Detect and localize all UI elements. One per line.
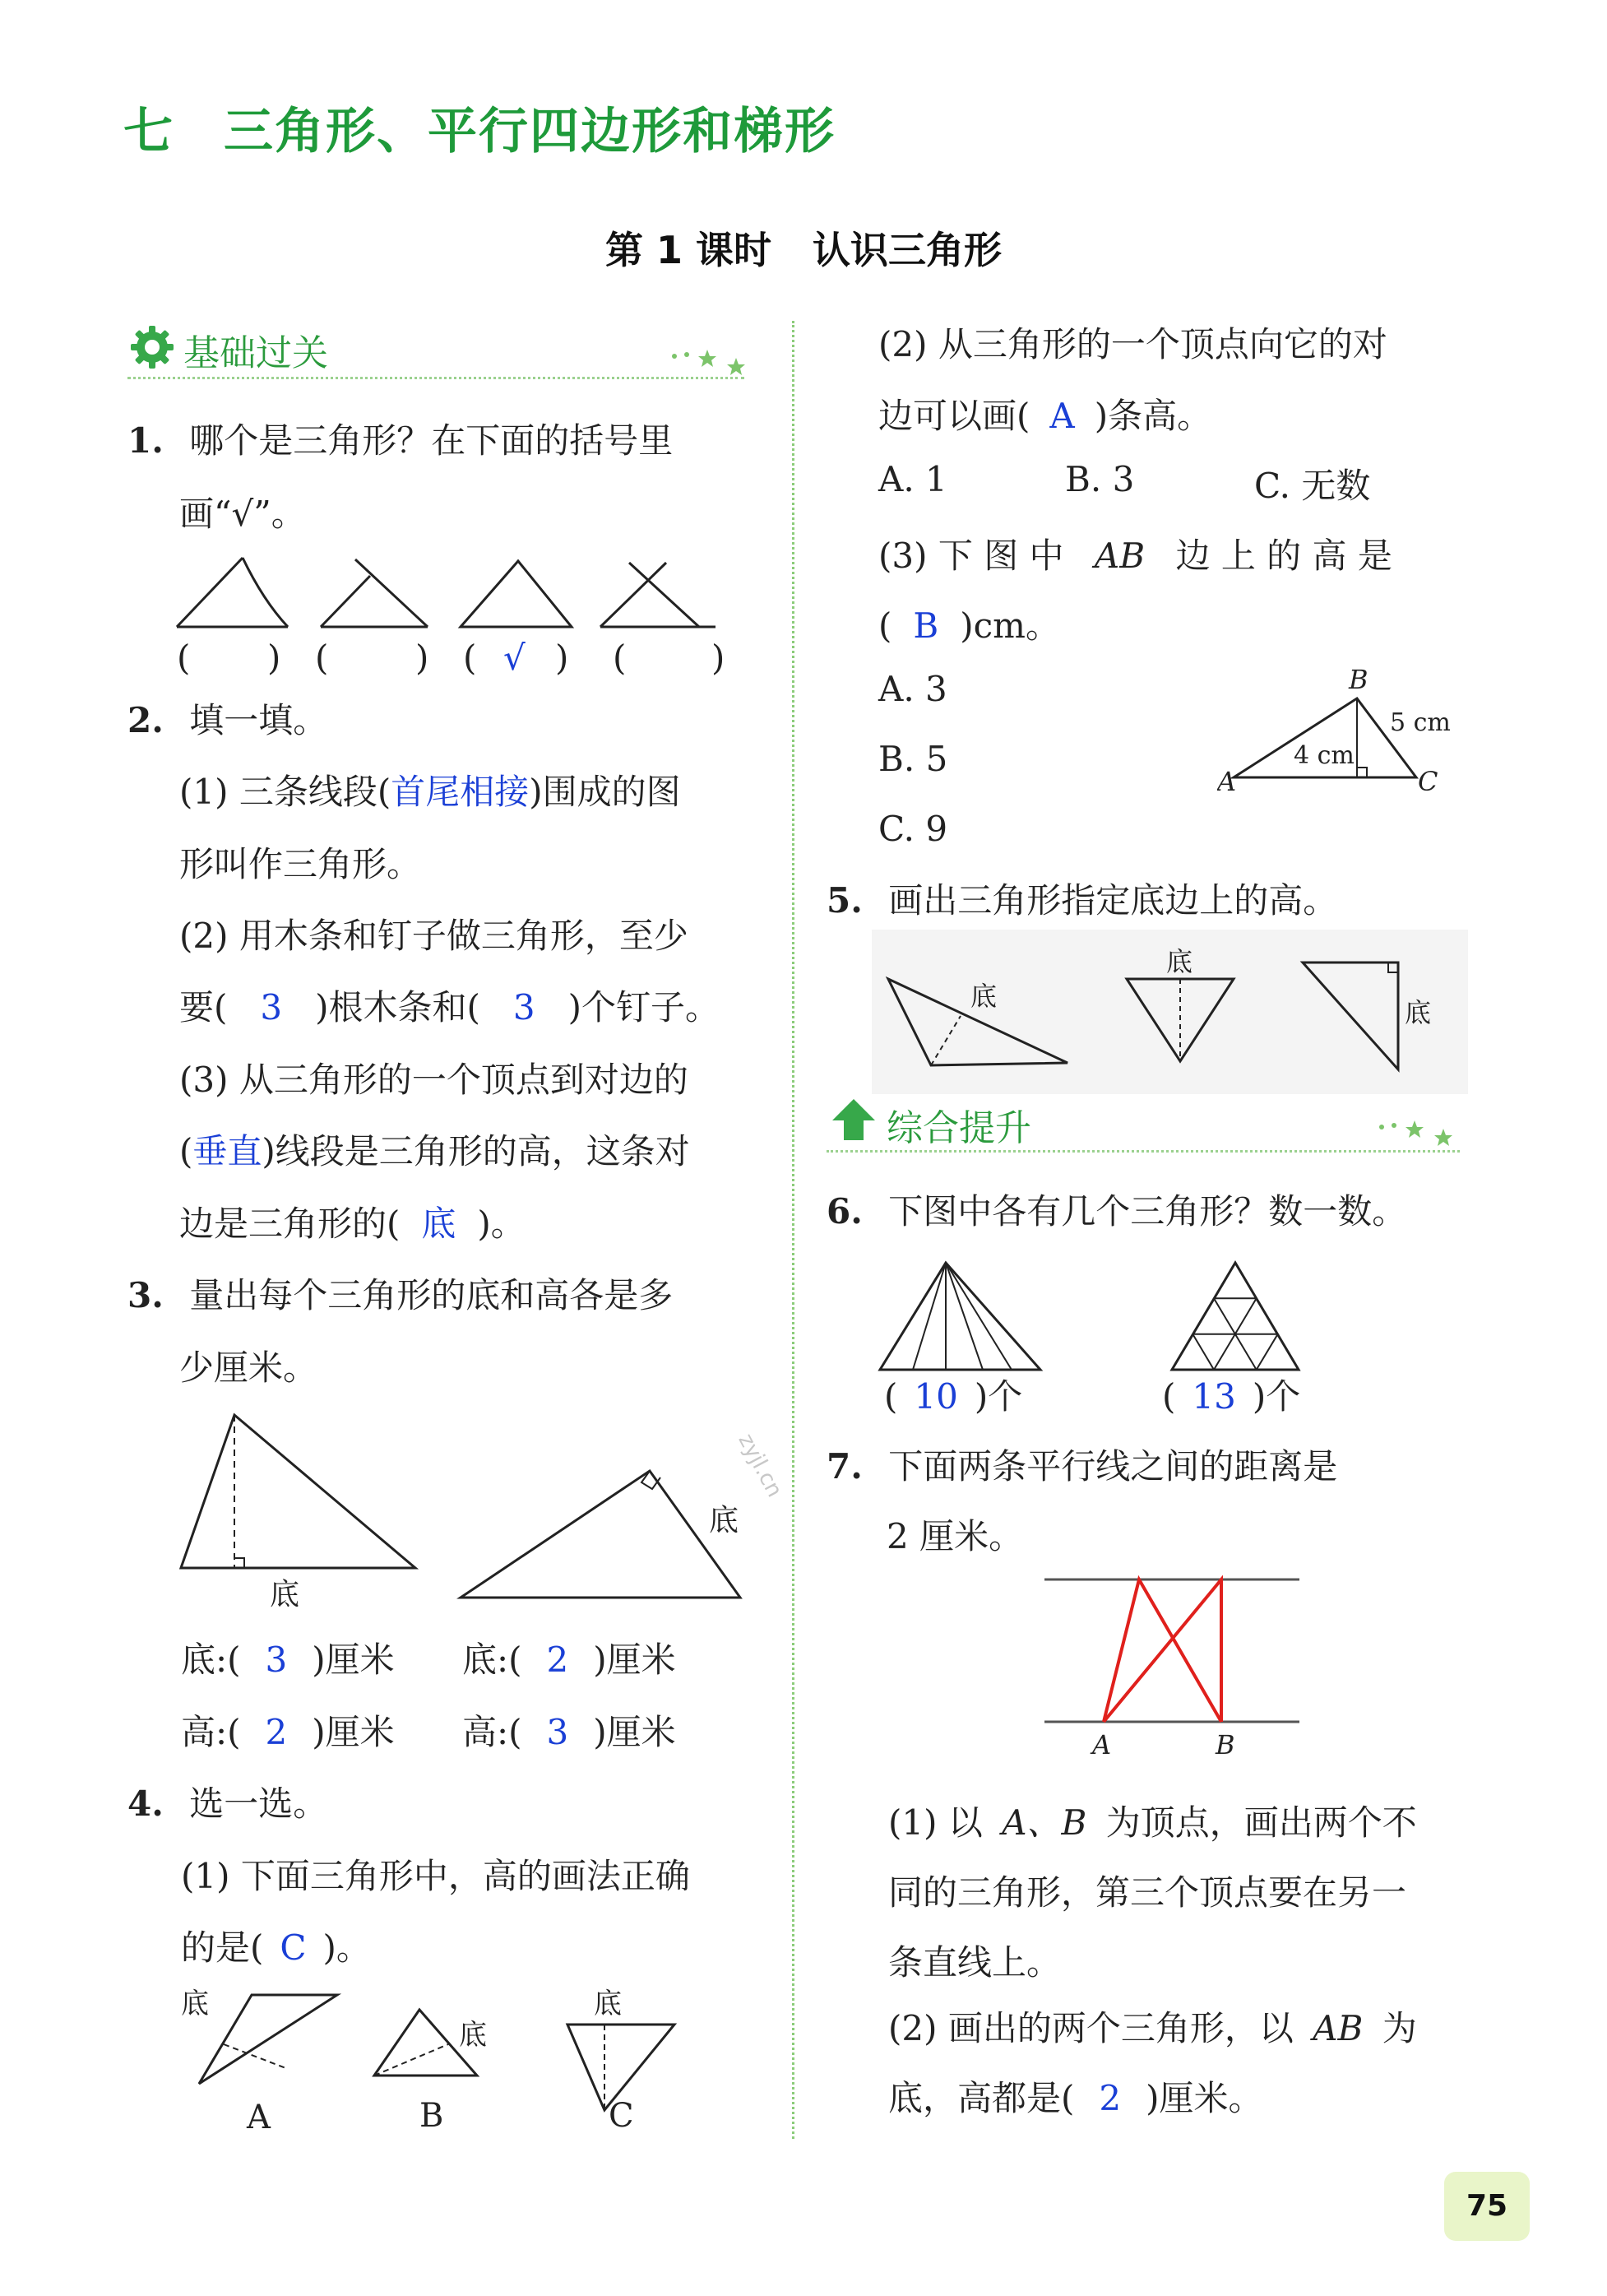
lesson-number: 第 1 课时 [604, 228, 772, 272]
q7-p1-text-b: 为顶点，画出两个不 [1105, 1802, 1417, 1843]
q2-p1-text: (1) 三条线段( [179, 772, 391, 812]
q3-text-a-row [127, 1269, 673, 1318]
q4-p2-line2 [878, 389, 1211, 438]
q3-right-base-row [462, 1633, 676, 1682]
q5-figure-3-right-angle [1388, 962, 1398, 972]
section-basic: 基础过关 [183, 332, 328, 374]
q3-left-height-unit: )厘米 [312, 1712, 395, 1752]
q4-p2-option-a: A. 1 [878, 459, 947, 499]
section-advanced: 综合提升 [887, 1107, 1031, 1149]
q4-p2-answer: A [1049, 396, 1075, 436]
q6-figure-2-diag-2 [1193, 1334, 1214, 1370]
q2-title-row [127, 693, 327, 743]
q4-p3-answer: B [913, 605, 939, 646]
q6-answer-2-open: ( [1162, 1376, 1176, 1417]
arrow-up-icon [829, 1094, 878, 1148]
section-advanced-line [827, 1150, 1460, 1153]
q5-figure-1-height [931, 1016, 961, 1065]
watermark: zyjl.cn [733, 1430, 787, 1501]
q4-p1-line1: (1) 下面三角形中，高的画法正确 [181, 1856, 690, 1896]
q7-p1-line2: 同的三角形，第三个顶点要在另一 [888, 1872, 1407, 1913]
q2-p3-answer-1: 垂直 [192, 1131, 262, 1171]
q2-p1-line2: 形叫作三角形。 [179, 844, 422, 884]
q2-p1-answer: 首尾相接 [391, 772, 530, 812]
q5-text: 画出三角形指定底边上的高。 [888, 880, 1338, 921]
q6-figure-1-line-1 [913, 1263, 946, 1370]
q2-p2-answer-1: 3 [260, 987, 283, 1027]
q3-right-triangle [461, 1471, 740, 1598]
q6-answer-1-row [884, 1370, 1022, 1419]
column-divider [792, 321, 794, 2139]
q6-figure-1-line-4 [946, 1263, 1012, 1370]
q4-p3-option-c: C. 9 [878, 809, 948, 849]
q6-figure-1-outline [880, 1263, 1040, 1370]
q3-left-base-row [181, 1633, 395, 1682]
q4-p3-option-a: A. 3 [878, 669, 947, 709]
q4-p3-line1 [878, 529, 1392, 578]
q4-p3-line2 [878, 599, 1060, 648]
stars-decoration-2 [1373, 1112, 1464, 1157]
q2-p2-text-c: )个钉子。 [567, 987, 720, 1027]
q4-p3-right-angle [1357, 768, 1367, 777]
q7-label-b: B [1216, 1729, 1235, 1760]
q5-figure-2-base-label: 底 [1166, 946, 1193, 977]
q1-shape-2-left [321, 576, 370, 627]
q3-left-base-unit: )厘米 [312, 1640, 395, 1680]
q5-figure-panel [872, 930, 1468, 1094]
page-number: 75 [1444, 2172, 1530, 2241]
q6-row [827, 1185, 1406, 1234]
q1-shape-1-curve [243, 558, 288, 627]
chapter-title [123, 92, 836, 163]
gear-icon [127, 322, 177, 375]
q6-answer-2-row [1162, 1370, 1300, 1419]
q4-p2-line1: (2) 从三角形的一个顶点向它的对 [878, 324, 1387, 364]
lesson-name: 认识三角形 [813, 228, 1003, 272]
q4-p1-text-b: )。 [322, 1927, 371, 1968]
q7-label-a: A [1092, 1729, 1112, 1760]
q7-p2-text-c: 底，高都是( [888, 2078, 1075, 2118]
q6-figure-2-outline [1172, 1263, 1299, 1370]
q2-p2-line1: (2) 用木条和钉子做三角形，至少 [179, 916, 688, 956]
q1-shape-4-right [629, 563, 699, 627]
q2-p2-text-b: )根木条和( [315, 987, 480, 1027]
q7-p1-line1 [888, 1796, 1417, 1845]
q2-title: 填一填。 [189, 700, 328, 740]
q1-number: 1. [127, 420, 164, 461]
q7-text-a: 下面两条平行线之间的距离是 [888, 1446, 1338, 1487]
q4-figure-a-base-label: 底 [181, 1988, 209, 2020]
q7-p2-text-b: 为 [1382, 2008, 1417, 2048]
q4-figure-c-base-label: 底 [594, 1988, 622, 2020]
q1-prompt: 哪个是三角形？在下面的括号里 [189, 420, 674, 461]
q4-option-b-label: B [419, 2097, 444, 2135]
q6-answer-1: 10 [914, 1376, 958, 1417]
q7-p2-line2 [888, 2071, 1263, 2121]
q3-right-base-answer: 2 [546, 1640, 569, 1680]
q2-p2-line2 [179, 981, 720, 1030]
q7-number: 7. [827, 1446, 863, 1487]
q1-shape-1-left [177, 558, 243, 627]
q2-p2-text-a: 要( [179, 987, 228, 1027]
q3-left-height-label-text: 高:( [181, 1712, 241, 1752]
q4-p3-label-b: B [1349, 664, 1368, 695]
q1-shape-2-right [355, 559, 428, 627]
q4-p2-text-b: )条高。 [1094, 396, 1212, 436]
q6-figure-2-diag-4 [1257, 1334, 1278, 1370]
q7-p2-answer: 2 [1099, 2078, 1122, 2118]
q4-number: 4. [127, 1783, 164, 1824]
q5-number: 5. [827, 880, 863, 921]
section-basic-line [127, 377, 744, 379]
q4-option-c-label: C [609, 2097, 634, 2135]
q3-right-height-label-text: 高:( [462, 1712, 522, 1752]
q4-p1-figures [173, 1978, 707, 2135]
q3-left-right-angle [234, 1558, 244, 1568]
q4-figure-a-triangle [199, 1995, 337, 2084]
q2-p1-line1 [179, 765, 681, 814]
q3-number: 3. [127, 1275, 164, 1315]
q7-p1-text: (1) 以 [888, 1802, 983, 1843]
q6-number: 6. [827, 1191, 863, 1231]
q4-p1-text: 的是( [181, 1927, 264, 1968]
q4-p3-label-c: C [1418, 766, 1438, 797]
q7-p1-ab: A、B [1002, 1802, 1087, 1843]
chapter-number: 七 [123, 103, 174, 160]
q4-figure-b-base-label: 底 [459, 2019, 487, 2052]
q1-shape-3-triangle [461, 561, 572, 627]
q2-p3-answer-2: 底 [421, 1204, 456, 1244]
q3-left-base-label-text: 底:( [181, 1640, 241, 1680]
q2-p2-answer-2: 3 [512, 987, 535, 1027]
q4-p3-figure [1217, 662, 1464, 802]
q4-p3-option-b: B. 5 [878, 739, 948, 779]
q4-title: 选一选。 [189, 1783, 328, 1824]
q3-left-height-answer: 2 [265, 1712, 288, 1752]
q1-text-a [127, 414, 673, 463]
q4-p3-label-side: 5 cm [1390, 708, 1451, 737]
q7-p2-line1 [888, 2001, 1417, 2051]
q2-p3-text-d: )。 [477, 1204, 526, 1244]
q7-p2-text-d: )厘米。 [1146, 2078, 1263, 2118]
q3-right-height-unit: )厘米 [593, 1712, 676, 1752]
q7-p2-ab: AB [1313, 2008, 1364, 2048]
q2-p3-line2 [179, 1125, 690, 1174]
q4-p3-ab: AB [1094, 536, 1146, 576]
q7-p2-text: (2) 画出的两个三角形，以 [888, 2008, 1294, 2048]
chapter-name: 三角形、平行四边形和梯形 [224, 103, 836, 160]
q6-figures [876, 1255, 1320, 1378]
q1-figures [173, 551, 748, 675]
q3-right-base-label: 底 [709, 1504, 739, 1538]
q4-p3-open: ( [878, 605, 892, 646]
q3-figures [173, 1407, 765, 1612]
q7-row [827, 1440, 1337, 1489]
q5-figure-3-base-label: 底 [1405, 997, 1432, 1028]
q1-text-b: 画“√”。 [179, 494, 306, 534]
q1-shape-4-left [600, 563, 666, 627]
q4-p1-line2 [181, 1921, 371, 1970]
q4-p2-text: 边可以画( [878, 396, 1030, 436]
q2-p3-text-b: )线段是三角形的高，这条对 [262, 1131, 690, 1171]
q2-p3-line1: (3) 从三角形的一个顶点到对边的 [179, 1060, 688, 1100]
q4-p2-option-b: B. 3 [1065, 459, 1135, 499]
q3-right-height-row [462, 1705, 676, 1755]
q2-p3-text-c: 边是三角形的( [179, 1204, 401, 1244]
q7-figure [1036, 1567, 1308, 1765]
q1-answer-3: √ [503, 638, 526, 678]
stars-decoration [666, 341, 748, 386]
q3-left-triangle [181, 1415, 415, 1568]
q5-figure-3-triangle [1303, 962, 1398, 1069]
q4-p3-label-a: A [1217, 766, 1237, 797]
q6-text: 下图中各有几个三角形？数一数。 [888, 1191, 1407, 1231]
q3-right-height-answer: 3 [546, 1712, 569, 1752]
q7-text-b: 2 厘米。 [887, 1516, 1024, 1556]
q3-prompt: 量出每个三角形的底和高各是多 [189, 1275, 674, 1315]
q3-text-b: 少厘米。 [179, 1347, 318, 1388]
q2-p3-open: ( [179, 1131, 193, 1171]
q4-p3-text-b: 边 上 的 高 是 [1175, 536, 1392, 576]
q6-answer-1-close: )个 [974, 1376, 1023, 1417]
q3-right-base-unit: )厘米 [593, 1640, 676, 1680]
q6-figure-1-line-3 [946, 1263, 983, 1370]
q5-figure-1-base-label: 底 [970, 981, 998, 1012]
q4-p3-label-base: 4 cm [1294, 741, 1355, 770]
q4-p3-text: (3) 下 图 中 [878, 536, 1064, 576]
q2-number: 2. [127, 700, 164, 740]
q4-title-row [127, 1777, 327, 1826]
q6-answer-2: 13 [1192, 1376, 1236, 1417]
q3-left-height-row [181, 1705, 395, 1755]
q6-answer-1-open: ( [884, 1376, 898, 1417]
q5-row [827, 874, 1337, 923]
q3-left-base-answer: 3 [265, 1640, 288, 1680]
q7-p1-line3: 条直线上。 [888, 1942, 1062, 1983]
lesson-title [0, 220, 1607, 275]
q2-p3-line3 [179, 1197, 526, 1246]
q4-p2-option-c: C. 无数 [1254, 466, 1371, 506]
q3-right-base-label-text: 底:( [462, 1640, 522, 1680]
q4-option-a-label: A [247, 2099, 271, 2135]
q4-p1-answer: C [280, 1927, 307, 1968]
q5-figures [872, 930, 1468, 1094]
q6-answer-2-close: )个 [1252, 1376, 1301, 1417]
q4-p3-text-c: )cm。 [960, 605, 1061, 646]
q2-p1-text-b: )围成的图 [529, 772, 681, 812]
q3-left-base-label: 底 [270, 1578, 300, 1612]
